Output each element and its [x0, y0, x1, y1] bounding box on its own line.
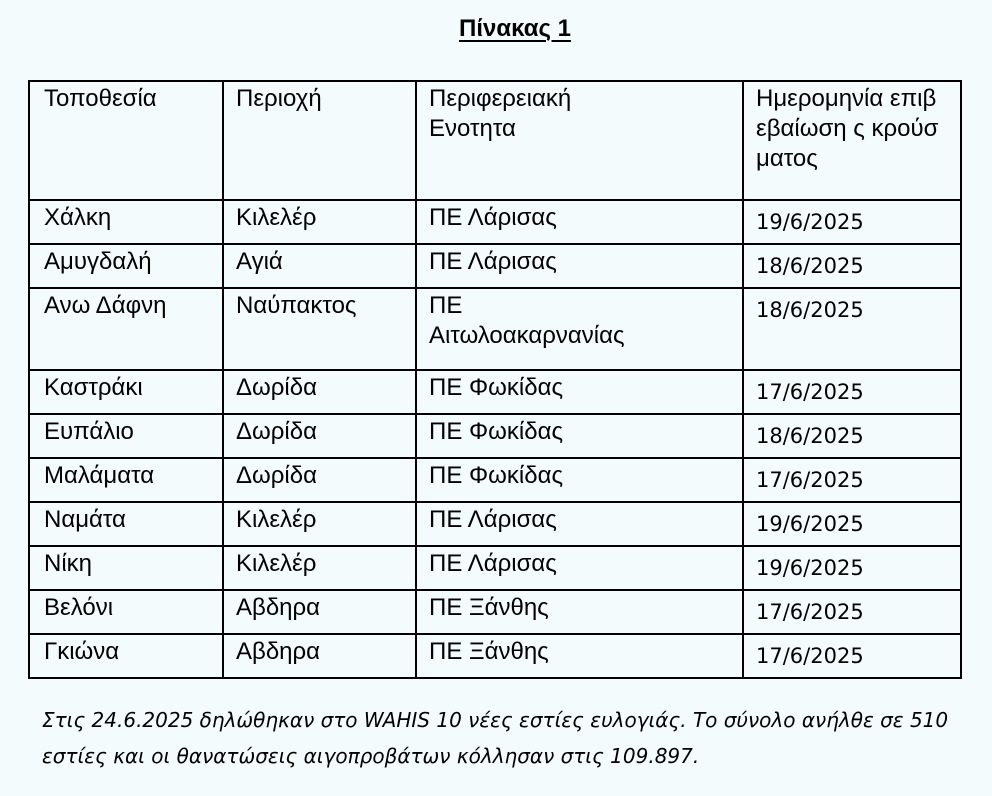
header-area: Περιοχή	[223, 81, 416, 200]
cell-area: Κιλελέρ	[223, 502, 416, 546]
cell-date: 18/6/2025	[743, 244, 961, 288]
cell-area: Δωρίδα	[223, 458, 416, 502]
cell-area: Αβδηρα	[223, 634, 416, 678]
header-confirmation-date-text: Ημερομηνία επιβεβαίωση ς κρούσματος	[756, 85, 939, 172]
table-row	[29, 634, 961, 678]
cell-regional-unit: ΠΕ Ξάνθης	[416, 590, 743, 634]
cell-area: Δωρίδα	[223, 414, 416, 458]
table-row	[29, 200, 961, 244]
cell-date: 18/6/2025	[743, 414, 961, 458]
table-row	[29, 288, 961, 370]
cell-location: Βελόνι	[29, 590, 223, 634]
cell-regional-unit: ΠΕ Ξάνθης	[416, 634, 743, 678]
table-row	[29, 414, 961, 458]
table-row	[29, 244, 961, 288]
cell-location: Γκιώνα	[29, 634, 223, 678]
footnote: Στις 24.6.2025 δηλώθηκαν στο WAHIS 10 νέες εστίες ευλογιάς. Το σύνολο ανήλθε σε 510 εστίες και οι θανατώσεις αιγοπροβάτων κόλλησαν στις 109.897.	[42, 708, 949, 768]
header-confirmation-date	[743, 81, 961, 200]
header-regional-unit-text: Περιφερειακή Ενοτητα	[429, 85, 572, 142]
cell-regional-unit: ΠΕ Φωκίδας	[416, 458, 743, 502]
cell-regional-unit: ΠΕ Λάρισας	[416, 546, 743, 590]
cell-area: Ναύπακτος	[223, 288, 416, 370]
cell-regional-unit: ΠΕ Φωκίδας	[416, 414, 743, 458]
cell-date: 17/6/2025	[743, 590, 961, 634]
table-row	[29, 590, 961, 634]
cell-date: 17/6/2025	[743, 458, 961, 502]
cell-date: 19/6/2025	[743, 546, 961, 590]
table-title: Πίνακας 1	[459, 15, 571, 42]
cell-regional-unit-text: ΠΕ Αιτωλοακαρνανίας	[429, 292, 625, 349]
table-row	[29, 370, 961, 414]
table-row	[29, 502, 961, 546]
cell-location: Ευπάλιο	[29, 414, 223, 458]
cell-location: Μαλάματα	[29, 458, 223, 502]
cell-date: 18/6/2025	[743, 288, 961, 370]
cell-location: Αμυγδαλή	[29, 244, 223, 288]
cell-area: Αγιά	[223, 244, 416, 288]
cell-regional-unit: ΠΕ Φωκίδας	[416, 370, 743, 414]
cell-location: Χάλκη	[29, 200, 223, 244]
cell-date: 19/6/2025	[743, 200, 961, 244]
cell-date: 17/6/2025	[743, 370, 961, 414]
cell-regional-unit: ΠΕ Λάρισας	[416, 502, 743, 546]
table-row	[29, 458, 961, 502]
cell-area: Κιλελέρ	[223, 200, 416, 244]
cell-location: Ναμάτα	[29, 502, 223, 546]
cell-regional-unit: ΠΕ Λάρισας	[416, 200, 743, 244]
outbreaks-table	[28, 80, 962, 679]
cell-area: Δωρίδα	[223, 370, 416, 414]
cell-area: Κιλελέρ	[223, 546, 416, 590]
cell-area: Αβδηρα	[223, 590, 416, 634]
cell-location: Καστράκι	[29, 370, 223, 414]
cell-location: Νίκη	[29, 546, 223, 590]
table-row	[29, 546, 961, 590]
cell-date: 17/6/2025	[743, 634, 961, 678]
cell-date: 19/6/2025	[743, 502, 961, 546]
header-location: Τοποθεσία	[29, 81, 223, 200]
table-header-row	[29, 81, 961, 200]
cell-regional-unit: ΠΕ Λάρισας	[416, 244, 743, 288]
header-regional-unit	[416, 81, 743, 200]
cell-regional-unit	[416, 288, 743, 370]
cell-location: Ανω Δάφνη	[29, 288, 223, 370]
